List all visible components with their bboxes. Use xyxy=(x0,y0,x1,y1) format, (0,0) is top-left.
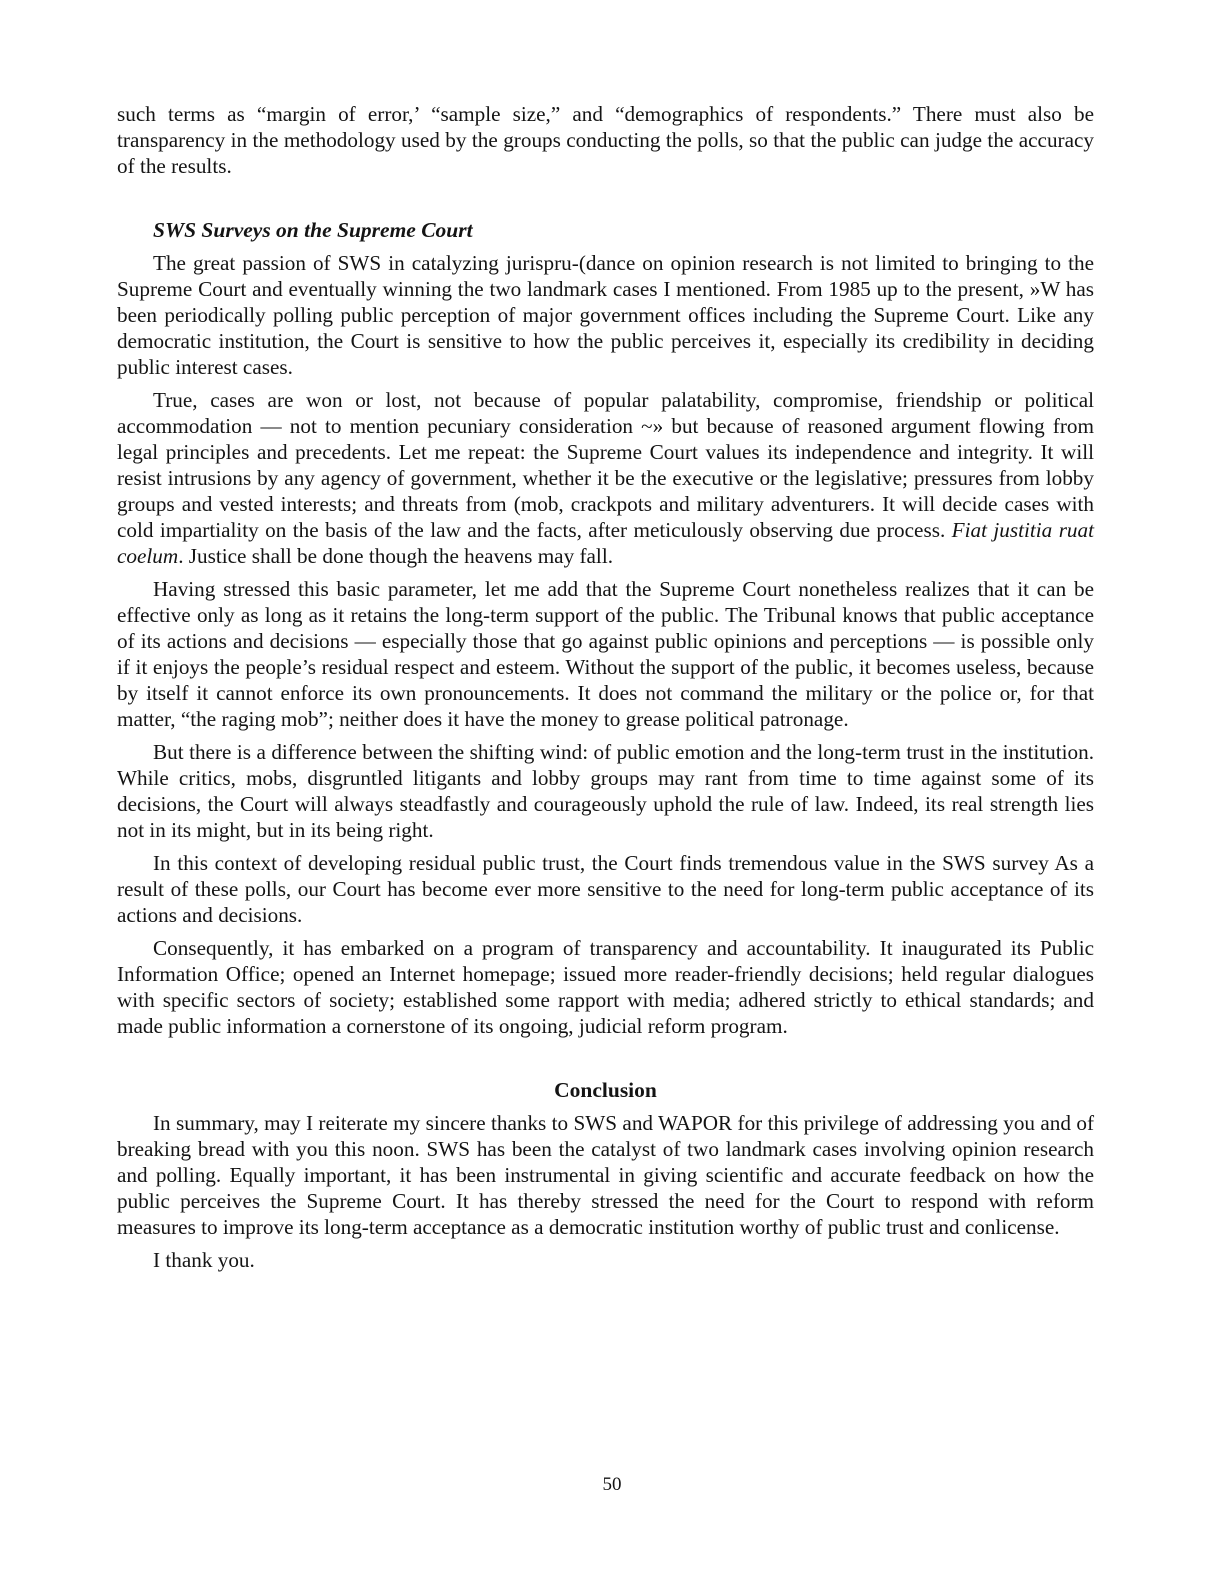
document-page xyxy=(117,101,1094,1273)
intro-paragraph: such terms as “margin of error,’ “sample size,” and “demographics of respondents.” There must also be transparency in the methodology used by the groups conducting the polls, so that the public can judge the accuracy of the results. xyxy=(117,102,1094,178)
latin-phrase: Fiat justitia ruat coelum xyxy=(117,518,1095,568)
section-paragraph-3: Having stressed this basic parameter, let me add that the Supreme Court nonetheless realizes that it can be effective only as long as it retains the long-term support of the public. The Tribunal knows that public acceptance of its actions and decisions — especially those that go against public opinions and perceptions — is possible only if it enjoys the people’s residual respect and esteem. Without the support of the public, it becomes useless, because by itself it cannot enforce its own pronouncements. It does not command the military or the police or, for that matter, “the raging mob”; neither does it have the money to grease political patronage. xyxy=(117,577,1094,731)
paragraph-text: True, cases are won or lost, not because of popular palatability, compromise, friendship or political accommodation — not to mention pecuniary consideration ~» but because of reasoned argument flowing from legal principles and precedents. Let me repeat: the Supreme Court values its independence and integrity. It will resist intrusions by any agency of government, whether it be the executive or the legislative; pressures from lobby groups and vested interests; and threats from (mob, crackpots and military adventurers. It will decide cases with cold impartiality on the basis of the law and the facts, after meticulously observing due process. xyxy=(117,388,1094,542)
section-paragraph-1: The great passion of SWS in catalyzing jurispru-(dance on opinion research is not limited to bringing to the Supreme Court and eventually winning the two landmark cases I mentioned. From 1985 up to the present, »W has been periodically polling public perception of major government offices including the Supreme Court. Like any democratic institution, the Court is sensitive to how the public perceives it, especially its credibility in deciding public interest cases. xyxy=(117,251,1094,379)
section-paragraph-5: In this context of developing residual public trust, the Court finds tremendous value in the SWS survey As a result of these polls, our Court has become ever more sensitive to the need for long-term public acceptance of its actions and decisions. xyxy=(117,851,1094,927)
conclusion-paragraph-1: In summary, may I reiterate my sincere thanks to SWS and WAPOR for this privilege of addressing you and of breaking bread with you this noon. SWS has been the catalyst of two landmark cases involving opinion research and polling. Equally important, it has been instrumental in giving scientific and accurate feedback on how the public perceives the Supreme Court. It has thereby stressed the need for the Court to respond with reform measures to improve its long-term acceptance as a democratic institution worthy of public trust and conlicense. xyxy=(117,1111,1094,1239)
section-paragraph-2 xyxy=(117,387,1094,569)
section-heading: SWS Surveys on the Supreme Court xyxy=(153,218,473,242)
conclusion-paragraph-2: I thank you. xyxy=(153,1248,255,1272)
paragraph-text: . Justice shall be done though the heavens may fall. xyxy=(178,544,614,568)
conclusion-heading: Conclusion xyxy=(554,1078,657,1102)
section-paragraph-6: Consequently, it has embarked on a program of transparency and accountability. It inaugurated its Public Information Office; opened an Internet homepage; issued more reader-friendly decisions; held regular dialogues with specific sectors of society; established some rapport with media; adhered strictly to ethical standards; and made public information a cornerstone of its ongoing, judicial reform program. xyxy=(117,936,1094,1038)
page-number: 50 xyxy=(602,1474,622,1495)
section-paragraph-4: But there is a difference between the shifting wind: of public emotion and the long-term trust in the institution. While critics, mobs, disgruntled litigants and lobby groups may rant from time to time against some of its decisions, the Court will always steadfastly and courageously uphold the rule of law. Indeed, its real strength lies not in its might, but in its being right. xyxy=(117,740,1094,842)
